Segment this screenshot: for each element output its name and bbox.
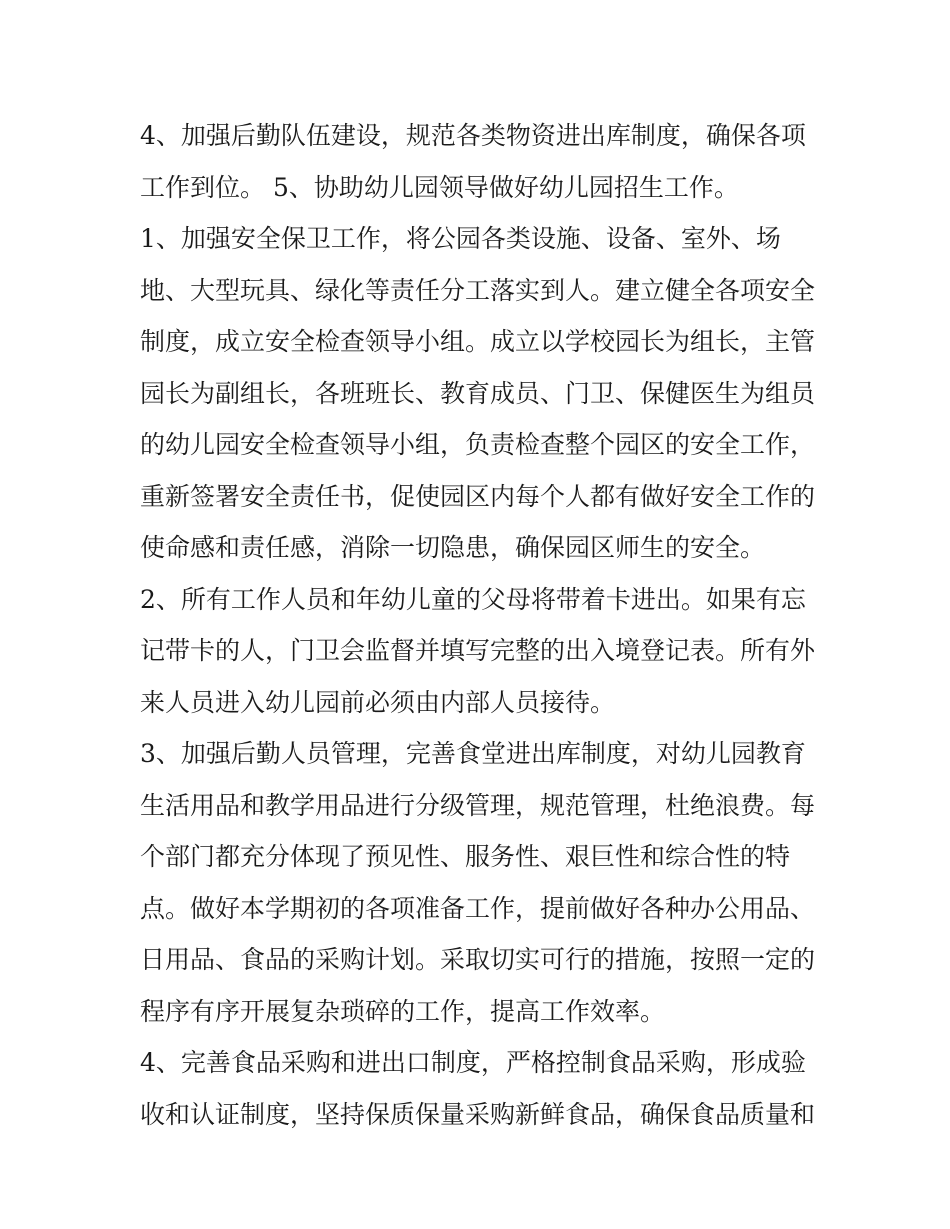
- document-body: [140, 110, 830, 1140]
- text-line: 点。做好本学期初的各项准备工作，提前做好各种办公用品、: [140, 893, 816, 923]
- text-line: 4、加强后勤队伍建设，规范各类物资进出库制度，确保各项: [140, 121, 806, 150]
- text-line: 生活用品和教学用品进行分级管理，规范管理，杜绝浪费。每: [140, 790, 816, 820]
- text-line: 1、加强安全保卫工作，将公园各类设施、设备、室外、场: [140, 224, 781, 253]
- text-line: 工作到位。 5、协助幼儿园领导做好幼儿园招生工作。: [140, 172, 739, 202]
- text-line: 3、加强后勤人员管理，完善食堂进出库制度，对幼儿园教育: [140, 739, 806, 768]
- text-line: 记带卡的人，门卫会监督并填写完整的出入境登记表。所有外: [140, 636, 816, 665]
- text-line: 使命感和责任感，消除一切隐患，确保园区师生的安全。: [140, 533, 766, 562]
- text-line: 园长为副组长，各班班长、教育成员、门卫、保健医生为组员: [140, 378, 816, 408]
- text-line: 2、所有工作人员和年幼儿童的父母将带着卡进出。如果有忘: [140, 584, 806, 614]
- text-line: 的幼儿园安全检查领导小组，负责检查整个园区的安全工作，: [140, 430, 816, 459]
- text-line: 来人员进入幼儿园前必须由内部人员接待。: [140, 687, 616, 717]
- text-line: 日用品、食品的采购计划。采取切实可行的措施，按照一定的: [140, 945, 816, 974]
- text-line: 个部门都充分体现了预见性、服务性、艰巨性和综合性的特: [140, 842, 791, 871]
- text-line: 收和认证制度，坚持保质保量采购新鲜食品，确保食品质量和: [140, 1099, 816, 1129]
- text-line: 地、大型玩具、绿化等责任分工落实到人。建立健全各项安全: [140, 275, 816, 305]
- text-line: 重新签署安全责任书，促使园区内每个人都有做好安全工作的: [140, 481, 816, 511]
- text-line: 制度，成立安全检查领导小组。成立以学校园长为组长，主管: [140, 327, 816, 356]
- text-line: 程序有序开展复杂琐碎的工作，提高工作效率。: [140, 996, 666, 1026]
- text-line: 4、完善食品采购和进出口制度，严格控制食品采购，形成验: [140, 1048, 806, 1077]
